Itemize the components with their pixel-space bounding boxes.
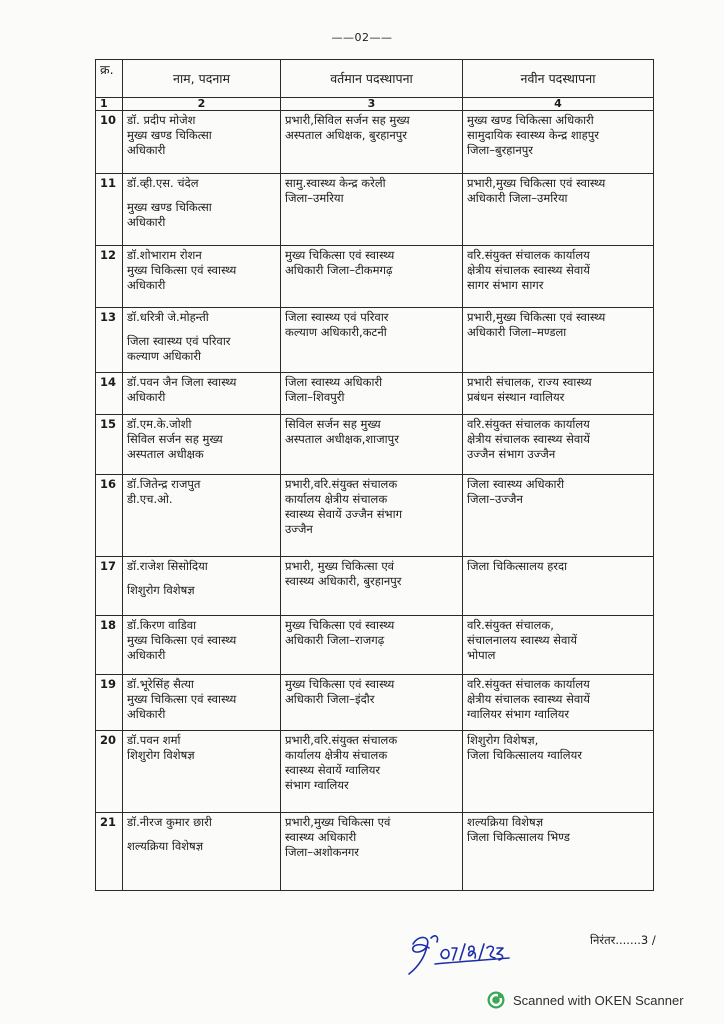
cell-line: शिशुरोग विशेषज्ञ — [127, 583, 195, 597]
cell-line: अधिकारी जिला–उमरिया — [467, 191, 568, 205]
table-row — [96, 813, 654, 891]
new-posting-cell — [463, 675, 654, 731]
cell-line: डॉ.धरित्री जे.मोहन्ती — [127, 310, 209, 324]
current-posting-cell — [281, 246, 463, 308]
cell-line: अधिकारी — [127, 648, 166, 662]
cell-line: डॉ.व्ही.एस. चंदेल — [127, 176, 199, 190]
scanner-watermark — [487, 990, 684, 1010]
handwritten-signature — [405, 928, 515, 978]
name-designation-cell — [123, 616, 281, 675]
serial-number-cell: 20 — [96, 731, 123, 813]
cell-line: प्रबंधन संस्थान ग्वालियर — [467, 390, 565, 404]
serial-number-cell: 16 — [96, 475, 123, 557]
name-designation-cell — [123, 813, 281, 891]
cell-line: अधिकारी — [127, 707, 166, 721]
cell-line: अधिकारी जिला–टीकमगढ़ — [285, 263, 393, 277]
oken-scanner-logo-icon — [487, 991, 505, 1009]
current-posting-cell — [281, 174, 463, 246]
name-designation-cell — [123, 174, 281, 246]
table-row — [96, 415, 654, 475]
table-row — [96, 731, 654, 813]
table-row — [96, 675, 654, 731]
cell-line: प्रभारी,वरि.संयुक्त संचालक — [285, 477, 398, 491]
cell-line: प्रभारी संचालक, राज्य स्वास्थ्य — [467, 375, 592, 389]
cell-line: डॉ.राजेश सिसोदिया — [127, 559, 208, 573]
cell-line: स्वास्थ्य अधिकारी, बुरहानपुर — [285, 574, 402, 588]
cell-line: डॉ.नीरज कुमार छारी — [127, 815, 212, 829]
cell-line: शल्यक्रिया विशेषज्ञ — [127, 839, 204, 853]
serial-number-cell: 14 — [96, 373, 123, 415]
new-posting-cell — [463, 308, 654, 373]
cell-line: स्वास्थ्य सेवायें उज्जैन संभाग — [285, 507, 403, 521]
serial-number-cell: 13 — [96, 308, 123, 373]
cell-line: प्रभारी,वरि.संयुक्त संचालक — [285, 733, 398, 747]
current-posting-cell — [281, 616, 463, 675]
cell-line: जिला–उमरिया — [285, 191, 344, 205]
new-posting-cell — [463, 731, 654, 813]
header-current-posting: वर्तमान पदस्थापना — [281, 60, 463, 98]
cell-line: डॉ.किरण वाडिवा — [127, 618, 197, 632]
serial-number-cell: 10 — [96, 111, 123, 174]
table-row — [96, 557, 654, 616]
name-designation-cell — [123, 308, 281, 373]
cell-line: मुख्य चिकित्सा एवं स्वास्थ्य — [127, 692, 237, 706]
cell-line: सिविल सर्जन सह मुख्य — [127, 432, 223, 446]
cell-line: अधिकारी — [127, 215, 166, 229]
new-posting-cell — [463, 475, 654, 557]
table-row — [96, 111, 654, 174]
cell-line: जिला स्वास्थ्य अधिकारी — [467, 477, 565, 491]
header-serial: क्र. — [96, 60, 123, 98]
serial-number-cell: 15 — [96, 415, 123, 475]
cell-line: मुख्य चिकित्सा एवं स्वास्थ्य — [285, 677, 395, 691]
current-posting-cell — [281, 813, 463, 891]
cell-line: मुख्य चिकित्सा एवं स्वास्थ्य — [285, 248, 395, 262]
current-posting-cell — [281, 675, 463, 731]
posting-table — [95, 59, 654, 891]
name-designation-cell — [123, 373, 281, 415]
cell-line: संभाग ग्वालियर — [285, 778, 349, 792]
cell-line: मुख्य खण्ड चिकित्सा — [127, 200, 212, 214]
cell-line: कल्याण अधिकारी,कटनी — [285, 325, 387, 339]
cell-line: क्षेत्रीय संचालक स्वास्थ्य सेवायें — [467, 432, 590, 446]
cell-line: जिला–अशोकनगर — [285, 845, 360, 859]
cell-line: अस्पताल अधीक्षक — [127, 447, 204, 461]
name-designation-cell — [123, 557, 281, 616]
cell-line: वरि.संयुक्त संचालक, — [467, 618, 554, 632]
new-posting-cell — [463, 174, 654, 246]
cell-line: उज्जैन — [285, 522, 313, 536]
cell-line: क्षेत्रीय संचालक स्वास्थ्य सेवायें — [467, 263, 590, 277]
current-posting-cell — [281, 731, 463, 813]
cell-line: स्वास्थ्य अधिकारी — [285, 830, 357, 844]
column-number: 1 — [96, 98, 123, 111]
cell-line: शिशुरोग विशेषज्ञ, — [467, 733, 539, 747]
table-row — [96, 246, 654, 308]
cell-line: डॉ.पवन जैन जिला स्वास्थ्य — [127, 375, 237, 389]
cell-line: वरि.संयुक्त संचालक कार्यालय — [467, 677, 590, 691]
cell-line: प्रभारी, मुख्य चिकित्सा एवं — [285, 559, 395, 573]
cell-line: डॉ.एम.के.जोशी — [127, 417, 192, 431]
cell-line: प्रभारी,मुख्य चिकित्सा एवं — [285, 815, 391, 829]
new-posting-cell — [463, 111, 654, 174]
cell-line: जिला स्वास्थ्य एवं परिवार — [127, 334, 231, 348]
cell-line: जिला चिकित्सालय ग्वालियर — [467, 748, 582, 762]
name-designation-cell — [123, 675, 281, 731]
cell-line: प्रभारी,मुख्य चिकित्सा एवं स्वास्थ्य — [467, 310, 606, 324]
cell-line: जिला स्वास्थ्य एवं परिवार — [285, 310, 389, 324]
cell-line: सागर संभाग सागर — [467, 278, 544, 292]
cell-line — [127, 191, 276, 200]
cell-line: मुख्य चिकित्सा एवं स्वास्थ्य — [127, 633, 237, 647]
table-row — [96, 308, 654, 373]
current-posting-cell — [281, 111, 463, 174]
cell-line: प्रभारी,मुख्य चिकित्सा एवं स्वास्थ्य — [467, 176, 606, 190]
cell-line: क्षेत्रीय संचालक स्वास्थ्य सेवायें — [467, 692, 590, 706]
new-posting-cell — [463, 415, 654, 475]
cell-line: डॉ.पवन शर्मा — [127, 733, 181, 747]
cell-line: अस्पताल अधीक्षक,शाजापुर — [285, 432, 399, 446]
cell-line: डी.एच.ओ. — [127, 492, 173, 506]
cell-line: जिला–शिवपुरी — [285, 390, 345, 404]
table-row — [96, 174, 654, 246]
cell-line: सामु.स्वास्थ्य केन्द्र करेली — [285, 176, 386, 190]
current-posting-cell — [281, 415, 463, 475]
cell-line: शिशुरोग विशेषज्ञ — [127, 748, 195, 762]
current-posting-cell — [281, 373, 463, 415]
cell-line: वरि.संयुक्त संचालक कार्यालय — [467, 248, 590, 262]
cell-line: सिविल सर्जन सह मुख्य — [285, 417, 381, 431]
current-posting-cell — [281, 308, 463, 373]
new-posting-cell — [463, 557, 654, 616]
serial-number-cell: 17 — [96, 557, 123, 616]
cell-line: मुख्य चिकित्सा एवं स्वास्थ्य — [285, 618, 395, 632]
table-body — [96, 111, 654, 891]
name-designation-cell — [123, 731, 281, 813]
cell-line: अधिकारी — [127, 278, 166, 292]
name-designation-cell — [123, 111, 281, 174]
header-name-designation: नाम, पदनाम — [123, 60, 281, 98]
cell-line — [127, 325, 276, 334]
continuation-note: निरंतर.......3 / — [590, 933, 656, 947]
table-header-row — [96, 60, 654, 98]
current-posting-cell — [281, 475, 463, 557]
column-number: 3 — [281, 98, 463, 111]
cell-line — [127, 574, 276, 583]
cell-line: मुख्य खण्ड चिकित्सा — [127, 128, 212, 142]
new-posting-cell — [463, 373, 654, 415]
cell-line: ग्वालियर संभाग ग्वालियर — [467, 707, 570, 721]
cell-line: शल्यक्रिया विशेषज्ञ — [467, 815, 544, 829]
column-number: 4 — [463, 98, 654, 111]
cell-line: अधिकारी जिला–मण्डला — [467, 325, 567, 339]
name-designation-cell — [123, 415, 281, 475]
cell-line: अधिकारी जिला–इंदौर — [285, 692, 375, 706]
serial-number-cell: 19 — [96, 675, 123, 731]
cell-line: कार्यालय क्षेत्रीय संचालक — [285, 492, 388, 506]
cell-line: अस्पताल अधिक्षक, बुरहानपुर — [285, 128, 407, 142]
serial-number-cell: 12 — [96, 246, 123, 308]
cell-line: स्वास्थ्य सेवायें ग्वालियर — [285, 763, 381, 777]
cell-line: अधिकारी जिला–राजगढ़ — [285, 633, 385, 647]
cell-line: भोपाल — [467, 648, 496, 662]
table-row — [96, 616, 654, 675]
cell-line: उज्जैन संभाग उज्जैन — [467, 447, 556, 461]
name-designation-cell — [123, 475, 281, 557]
cell-line: संचालनालय स्वास्थ्य सेवायें — [467, 633, 578, 647]
cell-line: अधिकारी — [127, 143, 166, 157]
cell-line: डॉ. प्रदीप मोजेश — [127, 113, 196, 127]
new-posting-cell — [463, 616, 654, 675]
serial-number-cell: 11 — [96, 174, 123, 246]
cell-line: डॉ.जितेन्द्र राजपुत — [127, 477, 201, 491]
cell-line: डॉ.भूरेसिंह सैत्या — [127, 677, 194, 691]
name-designation-cell — [123, 246, 281, 308]
cell-line: कल्याण अधिकारी — [127, 349, 202, 363]
scanner-watermark-text: Scanned with OKEN Scanner — [513, 992, 684, 1008]
current-posting-cell — [281, 557, 463, 616]
serial-number-cell: 21 — [96, 813, 123, 891]
new-posting-cell — [463, 813, 654, 891]
column-number-row — [96, 98, 654, 111]
cell-line: मुख्य खण्ड चिकित्सा अधिकारी — [467, 113, 594, 127]
cell-line: प्रभारी,सिविल सर्जन सह मुख्य — [285, 113, 410, 127]
cell-line: अधिकारी — [127, 390, 166, 404]
cell-line: जिला–बुरहानपुर — [467, 143, 534, 157]
cell-line: जिला स्वास्थ्य अधिकारी — [285, 375, 383, 389]
cell-line: जिला चिकित्सालय भिण्ड — [467, 830, 570, 844]
cell-line: जिला चिकित्सालय हरदा — [467, 559, 568, 573]
cell-line: डॉ.शोभाराम रोशन — [127, 248, 202, 262]
cell-line: सामुदायिक स्वास्थ्य केन्द्र शाहपुर — [467, 128, 599, 142]
serial-number-cell: 18 — [96, 616, 123, 675]
page-number: ——02—— — [331, 31, 393, 44]
header-new-posting: नवीन पदस्थापना — [463, 60, 654, 98]
table-row — [96, 475, 654, 557]
cell-line — [127, 830, 276, 839]
column-number: 2 — [123, 98, 281, 111]
cell-line: कार्यालय क्षेत्रीय संचालक — [285, 748, 388, 762]
cell-line: जिला–उज्जैन — [467, 492, 523, 506]
new-posting-cell — [463, 246, 654, 308]
cell-line: वरि.संयुक्त संचालक कार्यालय — [467, 417, 590, 431]
table-row — [96, 373, 654, 415]
cell-line: मुख्य चिकित्सा एवं स्वास्थ्य — [127, 263, 237, 277]
